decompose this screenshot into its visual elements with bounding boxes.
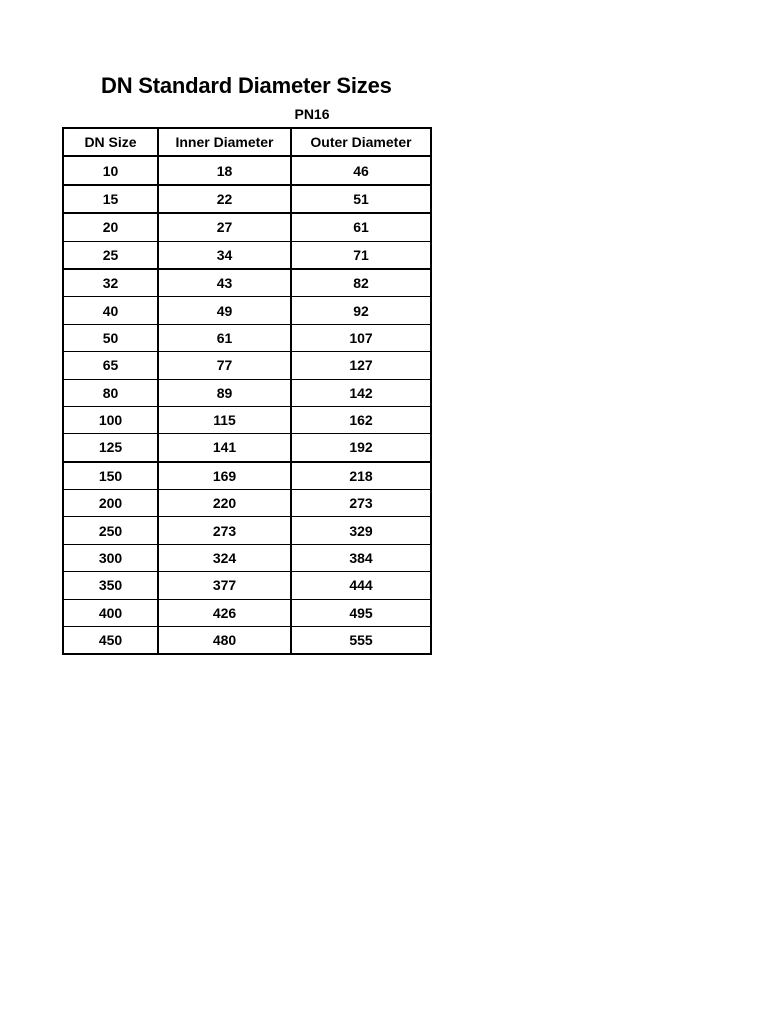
outer-diameter-cell: 71 <box>291 241 431 269</box>
dn-size-cell: 400 <box>63 599 158 626</box>
outer-diameter-cell: 273 <box>291 490 431 517</box>
table-row <box>63 379 431 406</box>
inner-diameter-cell: 27 <box>158 213 291 241</box>
dn-size-cell: 450 <box>63 627 158 655</box>
inner-diameter-cell: 480 <box>158 627 291 655</box>
outer-diameter-cell: 384 <box>291 544 431 571</box>
inner-diameter-cell: 324 <box>158 544 291 571</box>
table-row <box>63 156 431 184</box>
dn-size-cell: 80 <box>63 379 158 406</box>
column-header-inner-diameter: Inner Diameter <box>158 128 291 156</box>
table-row <box>63 185 431 213</box>
dn-size-cell: 350 <box>63 572 158 599</box>
pressure-class-label: PN16 <box>294 106 330 122</box>
table-row <box>63 599 431 626</box>
outer-diameter-cell: 127 <box>291 352 431 379</box>
dn-size-cell: 10 <box>63 156 158 184</box>
outer-diameter-cell: 218 <box>291 462 431 490</box>
inner-diameter-cell: 115 <box>158 406 291 433</box>
outer-diameter-cell: 61 <box>291 213 431 241</box>
table-row <box>63 241 431 269</box>
dn-size-cell: 25 <box>63 241 158 269</box>
table-row <box>63 572 431 599</box>
dn-size-cell: 50 <box>63 324 158 351</box>
table-row <box>63 352 431 379</box>
dn-size-cell: 32 <box>63 269 158 297</box>
table-row <box>63 490 431 517</box>
outer-diameter-cell: 46 <box>291 156 431 184</box>
page-title: DN Standard Diameter Sizes <box>101 73 392 98</box>
table-row <box>63 517 431 544</box>
outer-diameter-cell: 329 <box>291 517 431 544</box>
outer-diameter-cell: 555 <box>291 627 431 655</box>
inner-diameter-cell: 49 <box>158 297 291 324</box>
table-row <box>63 627 431 655</box>
outer-diameter-cell: 162 <box>291 406 431 433</box>
dn-size-cell: 40 <box>63 297 158 324</box>
diameter-table <box>62 127 432 655</box>
inner-diameter-cell: 89 <box>158 379 291 406</box>
table-header-row <box>63 128 431 156</box>
inner-diameter-cell: 18 <box>158 156 291 184</box>
table-row <box>63 297 431 324</box>
dn-size-cell: 300 <box>63 544 158 571</box>
dn-size-cell: 65 <box>63 352 158 379</box>
inner-diameter-cell: 22 <box>158 185 291 213</box>
column-header-dn-size: DN Size <box>63 128 158 156</box>
dn-size-cell: 125 <box>63 434 158 462</box>
table-row <box>63 213 431 241</box>
inner-diameter-cell: 377 <box>158 572 291 599</box>
outer-diameter-cell: 92 <box>291 297 431 324</box>
outer-diameter-cell: 142 <box>291 379 431 406</box>
column-header-outer-diameter: Outer Diameter <box>291 128 431 156</box>
inner-diameter-cell: 43 <box>158 269 291 297</box>
inner-diameter-cell: 61 <box>158 324 291 351</box>
table-row <box>63 544 431 571</box>
dn-size-cell: 250 <box>63 517 158 544</box>
inner-diameter-cell: 77 <box>158 352 291 379</box>
inner-diameter-cell: 34 <box>158 241 291 269</box>
dn-size-cell: 150 <box>63 462 158 490</box>
inner-diameter-cell: 273 <box>158 517 291 544</box>
outer-diameter-cell: 192 <box>291 434 431 462</box>
outer-diameter-cell: 444 <box>291 572 431 599</box>
dn-size-cell: 200 <box>63 490 158 517</box>
table-row <box>63 269 431 297</box>
inner-diameter-cell: 141 <box>158 434 291 462</box>
table-row <box>63 406 431 433</box>
outer-diameter-cell: 51 <box>291 185 431 213</box>
table-row <box>63 462 431 490</box>
dn-size-cell: 15 <box>63 185 158 213</box>
inner-diameter-cell: 220 <box>158 490 291 517</box>
inner-diameter-cell: 169 <box>158 462 291 490</box>
outer-diameter-cell: 107 <box>291 324 431 351</box>
table-row <box>63 434 431 462</box>
outer-diameter-cell: 495 <box>291 599 431 626</box>
outer-diameter-cell: 82 <box>291 269 431 297</box>
table-row <box>63 324 431 351</box>
dn-size-cell: 100 <box>63 406 158 433</box>
dn-size-cell: 20 <box>63 213 158 241</box>
inner-diameter-cell: 426 <box>158 599 291 626</box>
